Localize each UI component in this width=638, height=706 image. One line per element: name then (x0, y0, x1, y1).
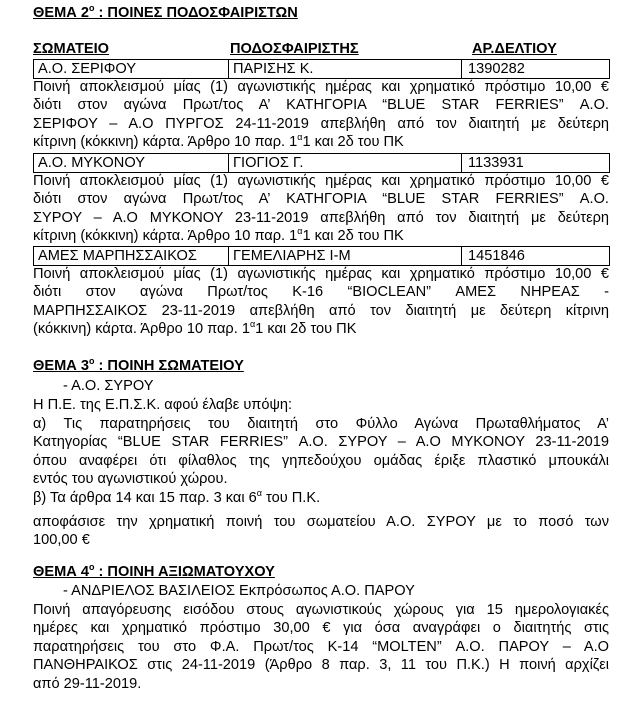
section-4-title: ΘΕΜΑ $4^o$ : ΠΟΙΝΗ ΑΞΙΩΜΑΤΟΥΧΟΥ (33, 562, 275, 580)
text-line: Ποινή απαγόρευσης εισόδου στους αγωνιστικούς χώρους για 15 ημερολογιακές (33, 602, 609, 618)
text-line: κίτρινη (κόκκινη) κάρτα. Άρθρο 10 παρ. $1^\alpha 1$ και 2δ του ΠΚ (33, 226, 404, 245)
text-line: αποφάσισε την χρηματική ποινή του σωματείου Α.Ο. ΣΥΡΟΥ με το ποσό των (33, 514, 609, 530)
column-header-club: ΣΩΜΑΤΕΙΟ (33, 41, 109, 57)
section-2-title: ΘΕΜΑ $2^o$ : ΠΟΙΝΕΣ ΠΟΔΟΣΦΑΙΡΙΣΤΩΝ (33, 3, 298, 21)
text-line: (κόκκινη) κάρτα. Άρθρο 10 παρ. $1^\alpha 1$ και 2δ του ΠΚ (33, 319, 357, 338)
text-line: Κατηγορίας “BLUE STAR FERRIES” Α.Ο. ΣΥΡΟΥ – Α.Ο ΜΥΚΟΝΟΥ 23-11-2019 (33, 434, 609, 451)
text-line: από 29-11-2019. (33, 675, 142, 692)
text-line: Ποινή αποκλεισμού μίας (1) αγωνιστικής ημέρας και χρηματικό πρόστιμο 10,00 € (33, 79, 609, 95)
point-a-text (33, 415, 609, 489)
player-cell: ΓΙΟΓΙΟΣ Γ. (229, 154, 462, 172)
text-line: εντός του αγωνιστικού χώρου. (33, 471, 228, 488)
club-cell: Α.Ο. ΜΥΚΟΝΟΥ (34, 154, 229, 172)
penalty-table-row (33, 153, 610, 173)
text-line: παρατηρήσεις του στο Φ.Α. Πρωτ/τος Κ-14 “MOLTEN” Α.Ο. ΠΑΡΟΥ – Α.Ο (33, 638, 609, 655)
point-b-text: β) Τα άρθρα 14 και 15 παρ. 3 και $6^\alpha$ του Π.Κ. (33, 488, 321, 506)
text-line: διότι στον αγώνα Πρωτ/τος Α’ ΚΑΤΗΓΟΡΙΑ “BLUE STAR FERRIES” Α.Ο. (33, 191, 609, 208)
penalty-description (33, 78, 609, 152)
club-cell: Α.Ο. ΣΕΡΙΦΟΥ (34, 60, 229, 78)
penalty-table-row (33, 246, 610, 266)
text-line: Ποινή αποκλεισμού μίας (1) αγωνιστικής ημέρας και χρηματικό πρόστιμο 10,00 € (33, 173, 609, 189)
official-list-item: - ΑΝΔΡΙΕΛΟΣ ΒΑΣΙΛΕΙΟΣ Εκπρόσωπος Α.Ο. ΠΑΡΟΥ (63, 583, 415, 599)
text-line: Ποινή αποκλεισμού μίας (1) αγωνιστικής ημέρας και χρηματικό πρόστιμο 10,00 € (33, 266, 609, 282)
text-line: ΣΥΡΟΥ – Α.Ο ΜΥΚΟΝΟΥ 23-11-2019 απεβλήθη από τον διαιτητή με δεύτερη (33, 209, 609, 226)
penalty-description (33, 172, 609, 246)
text-line: όπου αναφέρει ότι φίλαθλος της γηπεδούχου ομάδας έριξε πλαστικό μπουκάλι (33, 452, 609, 469)
text-line: διότι στον αγώνα Πρωτ/τος Α’ ΚΑΤΗΓΟΡΙΑ “BLUE STAR FERRIES” Α.Ο. (33, 97, 609, 114)
section-3-title: ΘΕΜΑ $3^o$ : ΠΟΙΝΗ ΣΩΜΑΤΕΙΟΥ (33, 356, 244, 374)
intro-text: Η Π.Ε. της Ε.Π.Σ.Κ. αφού έλαβε υπόψη: (33, 397, 293, 413)
text-line: κίτρινη (κόκκινη) κάρτα. Άρθρο 10 παρ. $1^\alpha 1$ και 2δ του ΠΚ (33, 132, 404, 151)
club-cell: ΑΜΕΣ ΜΑΡΠΗΣΣΑΙΚΟΣ (34, 247, 229, 265)
card-number-cell: 1451846 (468, 248, 525, 264)
text-line: διότι στον αγώνα Πρωτ/τος Κ-16 “BIOCLEAN” ΑΜΕΣ ΝΗΡΕΑΣ - (33, 284, 609, 301)
card-number-cell: 1133931 (468, 155, 524, 171)
text-line: ημέρες και χρηματικό πρόστιμο 30,00 € για όσα αναγράφει ο διαιτητής στις (33, 620, 609, 637)
card-number-cell: 1390282 (468, 61, 525, 77)
text-line: 100,00 € (33, 532, 90, 549)
penalty-table-row (33, 59, 610, 79)
text-line: α) Τις παρατηρήσεις του διαιτητή στο Φύλλο Αγώνα Πρωταθλήματος Α’ (33, 416, 609, 432)
column-header-player: ΠΟΔΟΣΦΑΙΡΙΣΤΗΣ (230, 41, 359, 57)
penalty-description (33, 265, 609, 339)
player-cell: ΠΑΡΙΣΗΣ Κ. (229, 60, 462, 78)
column-header-card: ΑΡ.ΔΕΛΤΙΟΥ (472, 41, 557, 57)
decision-text (33, 513, 609, 550)
text-line: ΠΑΝΘΗΡΑΙΚΟΣ στις 24-11-2019 (Άρθρο 8 παρ. 3, 11 του Π.Κ.) Η ποινή αρχίζει (33, 657, 609, 674)
text-line: ΜΑΡΠΗΣΣΑΙΚΟΣ 23-11-2019 απεβλήθη από τον διαιτητή με δεύτερη κίτρινη (33, 302, 609, 319)
text-line: ΣΕΡΙΦΟΥ – Α.Ο ΠΥΡΓΟΣ 24-11-2019 απεβλήθη από τον διαιτητή με δεύτερη (33, 115, 609, 132)
club-list-item: - Α.Ο. ΣΥΡΟΥ (63, 378, 154, 394)
official-penalty-text (33, 601, 609, 693)
player-cell: ΓΕΜΕΛΙΑΡΗΣ Ι-Μ (229, 247, 462, 265)
